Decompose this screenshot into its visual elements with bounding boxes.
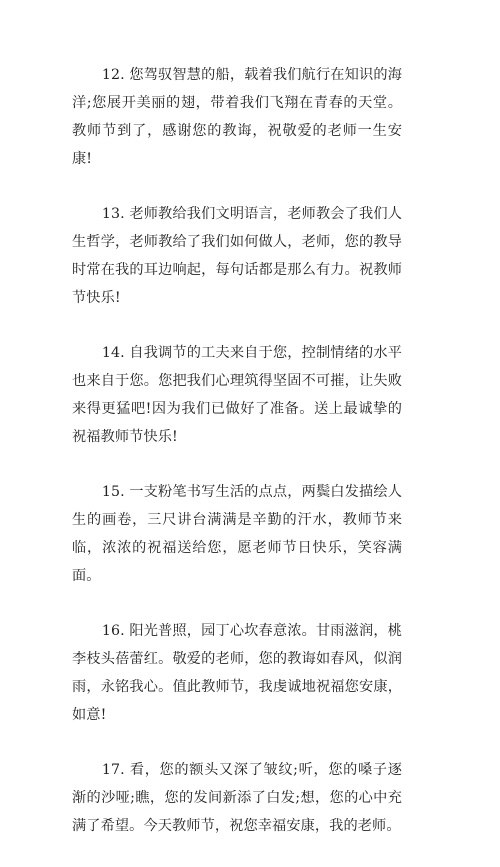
paragraph-13: 13. 老师教给我们文明语言，老师教会了我们人生哲学，老师教给了我们如何做人，老师，您的教导时常在我的耳边响起，每句话都是那么有力。祝教师节快乐!	[72, 206, 402, 306]
paragraph-15: 15. 一支粉笔书写生活的点点，两鬓白发描绘人生的画卷，三尺讲台满满是辛勤的汗水，教师节来临，浓浓的祝福送给您，愿老师节日快乐，笑容满面。	[72, 484, 402, 584]
paragraph-16: 16. 阳光普照，园丁心坎春意浓。甘雨滋润，桃李枝头蓓蕾红。敬爱的老师，您的教诲如春风，似润雨，永铭我心。值此教师节，我虔诚地祝福您安康，如意!	[72, 623, 402, 723]
paragraph-17: 17. 看，您的额头又深了皱纹;听，您的嗓子逐渐的沙哑;瞧，您的发间新添了白发;想，您的心中充满了希望。今天教师节，祝您幸福安康，我的老师。	[72, 762, 402, 834]
document-body	[72, 61, 402, 867]
paragraph-12: 12. 您驾驭智慧的船，载着我们航行在知识的海洋;您展开美丽的翅，带着我们飞翔在青春的天堂。教师节到了，感谢您的教诲，祝敬爱的老师一生安康!	[72, 67, 402, 167]
paragraph-14: 14. 自我调节的工夫来自于您，控制情绪的水平也来自于您。您把我们心理筑得坚固不可摧，让失败来得更猛吧!因为我们已做好了准备。送上最诚挚的祝福教师节快乐!	[72, 345, 402, 445]
